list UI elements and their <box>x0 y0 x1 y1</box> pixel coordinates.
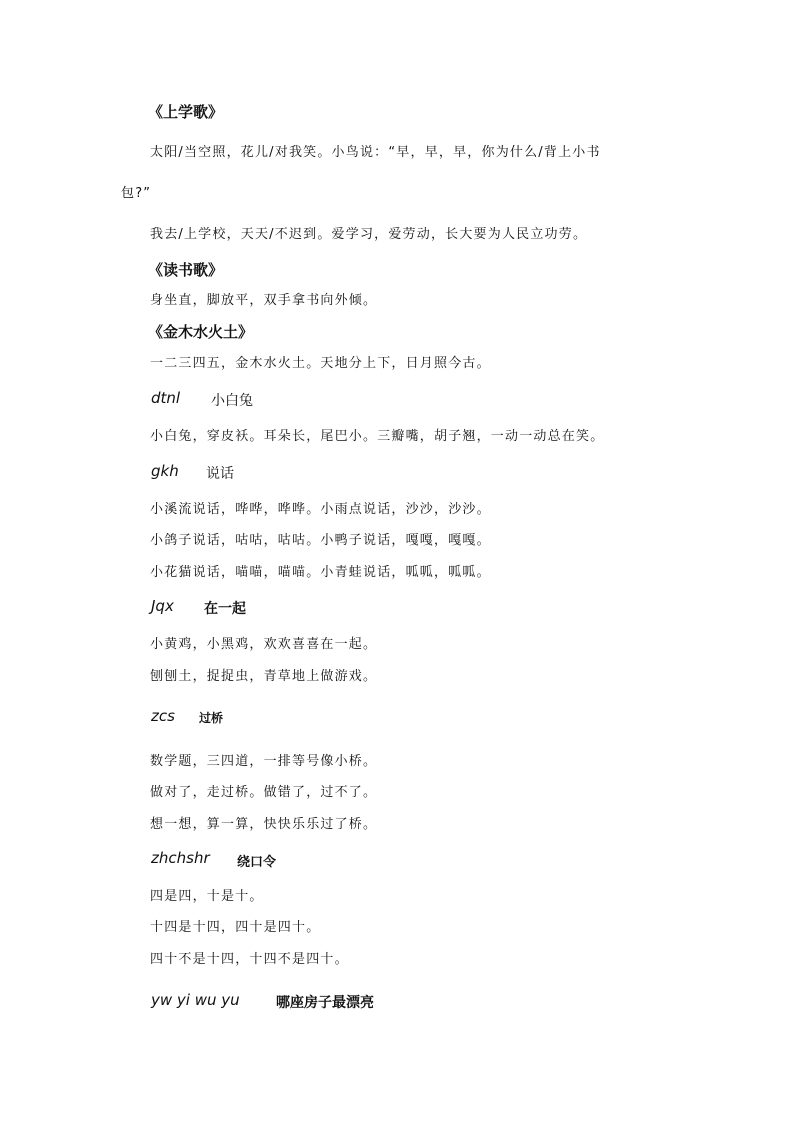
text-line: 太阳/当空照，花儿/对我笑。小鸟说：“早，早，早，你为什么/背上小书 <box>150 145 601 160</box>
text-line: 数学题，三四道，一排等号像小桥。 <box>150 754 378 769</box>
section-name: 说话 <box>206 466 234 482</box>
text-line: 小白兔，穿皮袄。耳朵长，尾巴小。三瓣嘴，胡子翘，一动一动总在笑。 <box>150 429 605 444</box>
section-code: yw yi wu yu <box>151 991 240 1009</box>
text-line: 包?” <box>121 186 152 201</box>
text-line: 做对了，走过桥。做错了，过不了。 <box>150 785 378 800</box>
text-line: 四十不是十四，十四不是四十。 <box>150 952 349 967</box>
section-name: 小白兔 <box>211 393 253 409</box>
section-title: 《金木水火土》 <box>148 323 254 341</box>
section-name: 在一起 <box>204 601 246 617</box>
text-line: 小花猫说话，喵喵，喵喵。小青蛙说话，呱呱，呱呱。 <box>150 565 491 580</box>
text-line: 十四是十四，四十是四十。 <box>150 920 321 935</box>
text-line: 我去/上学校，天天/不迟到。爱学习，爱劳动，长大要为人民立功劳。 <box>150 227 588 242</box>
section-name: 哪座房子最漂亮 <box>276 995 374 1011</box>
section-name: 绕口令 <box>237 855 277 870</box>
text-line: 想一想，算一算，快快乐乐过了桥。 <box>150 817 378 832</box>
section-code: gkh <box>151 462 179 480</box>
section-title: 《读书歌》 <box>148 261 224 279</box>
text-line: 刨刨土，捉捉虫，青草地上做游戏。 <box>150 669 378 684</box>
section-code: zhchshr <box>151 849 210 867</box>
section-name: 过桥 <box>199 711 224 725</box>
text-line: 小溪流说话，哗哗，哗哗。小雨点说话，沙沙，沙沙。 <box>150 502 491 517</box>
text-line: 四是四，十是十。 <box>150 889 264 904</box>
section-code: zcs <box>151 707 175 725</box>
section-code: dtnl <box>151 389 181 407</box>
section-code: Jqx <box>151 597 174 615</box>
text-line: 小鸽子说话，咕咕，咕咕。小鸭子说话，嘎嘎，嘎嘎。 <box>150 533 491 548</box>
text-line: 身坐直，脚放平，双手拿书向外倾。 <box>150 293 378 308</box>
section-title: 《上学歌》 <box>148 103 224 121</box>
text-line: 小黄鸡，小黑鸡，欢欢喜喜在一起。 <box>150 637 378 652</box>
text-line: 一二三四五，金木水火土。天地分上下，日月照今古。 <box>150 356 491 371</box>
